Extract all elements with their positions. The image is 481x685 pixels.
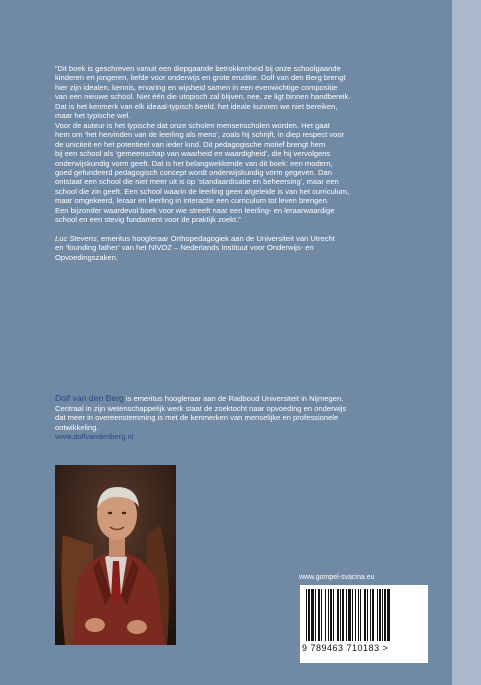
barcode-bar xyxy=(328,589,329,641)
barcode-bar xyxy=(355,589,356,641)
attribution-line: Opvoedingszaken. xyxy=(55,252,118,262)
book-spine xyxy=(452,0,481,685)
barcode-bar xyxy=(384,589,386,641)
publisher-website[interactable]: www.gompel-svacina.eu xyxy=(299,574,375,581)
barcode-bar xyxy=(333,589,334,641)
author-bio-first: is emeritus hoogleraar aan de Radboud Universiteit in Nijmegen. xyxy=(123,394,344,403)
barcode-bar xyxy=(315,589,316,641)
barcode-bar xyxy=(377,589,378,641)
barcode-bar xyxy=(352,589,353,641)
review-line: hem om ‘het hervinden van de leerling als mens’, zoals hij schrijft, in diep respect voor xyxy=(55,130,345,140)
review-line: school die zin geeft. Een school waarin de leerling geen afgeleide is van het curriculum, xyxy=(55,186,350,196)
isbn-number: 9 789463 710183 > xyxy=(302,643,389,653)
barcode-bar xyxy=(370,589,371,641)
barcode-bar xyxy=(337,589,339,641)
isbn-barcode xyxy=(300,585,428,663)
barcode-bar xyxy=(318,589,320,641)
barcode-bar xyxy=(379,589,381,641)
barcode-bar xyxy=(346,589,347,641)
barcode-bar xyxy=(311,589,314,641)
author-bio-line: ontwikkeling. xyxy=(55,422,99,432)
review-line: bij een school als ‘gemeenschap van waarheid en waardigheid’, die hij vervolgens xyxy=(55,149,331,159)
barcode-bar xyxy=(342,589,344,641)
author-bio-line: dat meer in overeenstemming is met de kenmerken van menselijke en professionele xyxy=(55,413,339,423)
barcode-bar xyxy=(364,589,366,641)
review-line: goed gefundeerd pedagogisch concept wordt onderwijskundig vorm gegeven. Dan xyxy=(55,167,332,177)
barcode-bar xyxy=(340,589,341,641)
review-line: Dat is het kenmerk van elk ideaal-typisch beeld, het ideale kunnen we niet bereiken, xyxy=(55,101,338,111)
review-line: de uniciteit en het potentieel van ieder kind. Dit pedagogische motief brengt hem xyxy=(55,139,326,149)
author-bio-line: Centraal in zijn wetenschappelijk werk staat de zoektocht naar opvoeding en onderwijs xyxy=(55,403,347,413)
barcode-bar xyxy=(387,589,390,641)
review-line: van een nieuwe school. Niet één die utopisch zal blijven, nee, ze ligt binnen handbereik. xyxy=(55,92,351,102)
barcode-bar xyxy=(308,589,310,641)
review-line: kinderen en jongeren, liefde voor onderwijs en grote eruditie. Dolf van den Berg brengt xyxy=(55,73,346,83)
review-line: Voor de auteur is het typische dat onze scholen mensenscholen worden. Het gaat xyxy=(55,120,330,130)
review-line: Een bijzonder waardevol boek voor wie streeft naar een leerling- en leraarwaardige xyxy=(55,205,335,215)
author-website-link[interactable]: www.dolfvandenberg.nl xyxy=(55,432,134,442)
review-line: maar het typische wel. xyxy=(55,111,131,121)
author-bio xyxy=(55,394,427,442)
review-line: school en een stevig fundament voor de praktijk zoekt.” xyxy=(55,215,241,225)
review-line: ontstaat een school die niet meer uit is op ‘standaardisatie en beheersing’, maar een xyxy=(55,177,339,187)
author-bio-intro xyxy=(55,394,427,404)
barcode-bar xyxy=(358,589,359,641)
author-name: Dolf van den Berg xyxy=(55,393,124,403)
barcode-bar xyxy=(306,589,307,641)
barcode-bar xyxy=(372,589,374,641)
review-attribution xyxy=(55,234,427,243)
barcode-bar xyxy=(382,589,383,641)
review-quote xyxy=(55,64,427,262)
barcode-bar xyxy=(348,589,351,641)
attribution-name: Luc Stevens xyxy=(55,233,97,243)
barcode-bars xyxy=(304,589,424,641)
barcode-bar xyxy=(330,589,332,641)
barcode-bar xyxy=(367,589,368,641)
barcode-bar xyxy=(360,589,361,641)
review-line: maar omgekeerd, leraar en leerling in interactie een curriculum tot leven brengen. xyxy=(55,196,329,206)
barcode-bar xyxy=(325,589,326,641)
attribution-text: , emeritus hoogleraar Orthopedagogiek aan de Universiteit van Utrecht xyxy=(96,233,335,243)
author-portrait-image xyxy=(55,465,176,645)
review-line: onderwijskundig vorm geeft. Dat is het belangwekkende van dit boek: een modern, xyxy=(55,158,333,168)
barcode-bar xyxy=(321,589,322,641)
attribution-line: en ‘founding father’ van het NIVOZ – Nederlands Instituut voor Onderwijs- en xyxy=(55,243,314,253)
review-line: “Dit boek is geschreven vanuit een diepgaande betrokkenheid bij onze schoolgaande xyxy=(55,64,341,73)
review-line: hier zijn idealen, kennis, ervaring en wijsheid samen in een evenwichtige compositie xyxy=(55,82,338,92)
author-photo xyxy=(55,465,176,645)
